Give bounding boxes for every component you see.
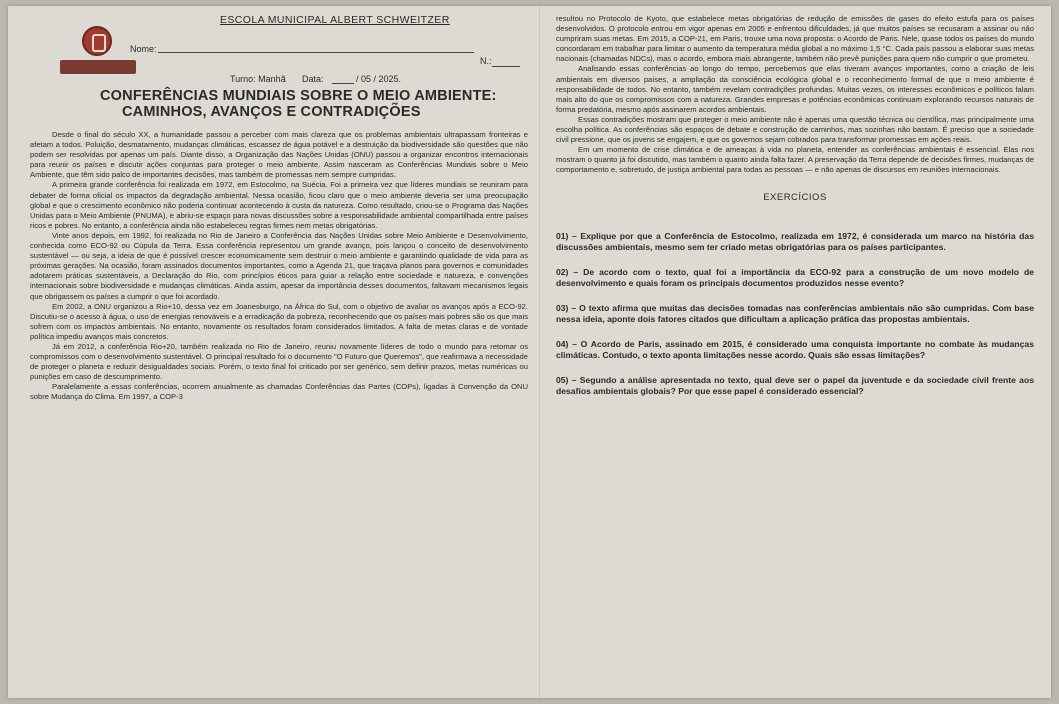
date-day-field[interactable]: [332, 83, 354, 84]
exercise-question: 01) – Explique por que a Conferência de Estocolmo, realizada em 1972, é considerada um marco na história das discussões ambientais, mesmo sem ter criado metas obrigatórias para os países participantes.: [556, 230, 1034, 252]
paragraph: Vinte anos depois, em 1992, foi realizada no Rio de Janeiro a Conferência das Nações Unidas sobre Meio Ambiente e Desenvolvimento, conhecida como ECO-92 ou Cúpula da Terra. Essa conferência representou um grande avanço, pois lançou o conceito de desenvolvimento sustentável — ou seja, a ideia de que é possível crescer economicamente sem destruir o meio ambiente e garantindo qualidade de vida para as próximas gerações. Na ocasião, foram assinados documentos importantes, como a Agenda 21, que traçava planos para governos e comunidades adotarem práticas sustentáveis, a Declaração do Rio, com princípios éticos para guiar a relação entre sociedade e natureza, e convenções internacionais sobre biodiversidade e mudanças climáticas. Ainda assim, apesar da importância desses documentos, faltavam mecanismos legais que obrigassem os países a cumprir o que foi acordado.: [30, 230, 528, 301]
worksheet-header: [30, 14, 528, 88]
date-value: / 05 / 2025.: [356, 74, 402, 84]
paragraph: Paralelamente a essas conferências, ocorrem anualmente as chamadas Conferências das Partes (COPs), ligadas à Convenção da ONU sobre Mudança do Clima. Em 1997, a COP-3: [30, 382, 528, 402]
shift-label: Turno: Manhã: [230, 74, 286, 84]
exercise-question: 03) – O texto afirma que muitas das decisões tomadas nas conferências ambientais não são cumpridas. Com base nessa ideia, aponte dois fatores citados que dificultam a aplicação prática das propostas ambientais.: [556, 302, 1034, 324]
exercise-question: 04) – O Acordo de Paris, assinado em 2015, é considerado uma conquista importante no combate às mudanças climáticas. Contudo, o texto aponta limitações nesse acordo. Quais são essas limitações?: [556, 338, 1034, 360]
paragraph: Em 2002, a ONU organizou a Rio+10, dessa vez em Joanesburgo, na África do Sul, com o objetivo de avaliar os avanços após a ECO-92. Discutiu-se o acesso à água, o uso de energias renováveis e a erradicação da pobreza, reconhecendo que os países mais pobres são os que mais sofrem com os impactos ambientais. No entanto, novamente os resultados foram considerados limitados. A falta de metas claras e de vontade política impediu avanços mais concretos.: [30, 301, 528, 341]
date-label: Data:: [302, 74, 324, 84]
name-label: Nome:: [130, 44, 157, 54]
number-label: N.:: [480, 56, 492, 66]
paragraph: Em um momento de crise climática e de ameaças à vida no planeta, entender as conferências ambientais é essencial. Elas nos mostram o quanto já foi discutido, mas também o quanto ainda falta fazer. A preservação da Terra depende de decisões firmes, mudanças de comportamento e, sobretudo, de justiça ambiental para todas as pessoas — e não apenas de discursos em reuniões internacionais.: [556, 145, 1034, 175]
school-seal-icon: [60, 60, 136, 74]
school-name: ESCOLA MUNICIPAL ALBERT SCHWEITZER: [220, 14, 450, 26]
exercises-heading: EXERCÍCIOS: [763, 191, 827, 203]
worksheet-page: [8, 6, 1051, 698]
exercise-question: 05) – Segundo a análise apresentada no texto, qual deve ser o papel da juventude e da sociedade civil frente aos desafios ambientais globais? Por que esse papel é considerado essencial?: [556, 374, 1034, 396]
paragraph: Analisando essas conferências ao longo do tempo, percebemos que elas tiveram avanços importantes, como a criação de leis ambientais em diversos países, a ampliação da consciência ecológica global e o reconhecimento formal de que o meio ambiente é responsabilidade de todos. No entanto, também revelam contradições profundas. Muitas vezes, os interesses econômicos e políticos falam mais alto do que os compromissos com a natureza. Grandes empresas e potências econômicas continuam explorando recursos naturais de forma predatória, mesmo após assinarem acordos ambientais.: [556, 64, 1034, 114]
page-fold: [539, 6, 541, 698]
school-logo-icon: [82, 26, 112, 56]
number-field[interactable]: [492, 66, 520, 67]
exercise-question: 02) – De acordo com o texto, qual foi a importância da ECO-92 para a construção de um novo modelo de desenvolvimento e quais foram os principais documentos produzidos nesse evento?: [556, 266, 1034, 288]
name-field[interactable]: [158, 52, 474, 53]
page-title-line-1: CONFERÊNCIAS MUNDIAIS SOBRE O MEIO AMBIENTE:: [100, 88, 497, 104]
paragraph: resultou no Protocolo de Kyoto, que estabelece metas obrigatórias de redução de emissões de gases do efeito estufa para os países desenvolvidos. O protocolo entrou em vigor apenas em 2005 e enfrentou dificuldades, já que muitos países se recusaram a assinar ou não cumpriram suas metas. Em 2015, a COP-21, em Paris, trouxe uma nova proposta: o Acordo de Paris. Nele, quase todos os países do mundo concordaram em trabalhar para limitar o aumento da temperatura média global a no máximo 1,5 °C. Cada país passou a elaborar suas metas nacionais (chamadas NDCs), mas o acordo, embora mais abrangente, também não prevê punições para quem não cumprir o que prometeu.: [556, 14, 1034, 64]
paragraph: Já em 2012, a conferência Rio+20, também realizada no Rio de Janeiro, reuniu novamente líderes de todo o mundo para retomar os compromissos com o desenvolvimento sustentável. O principal resultado foi o documento "O Futuro que Queremos", que reafirmava a necessidade de proteger o planeta e reduzir desigualdades sociais. Porém, o texto final foi criticado por ser genérico, sem definir prazos, metas numéricas ou punições em caso de descumprimento.: [30, 341, 528, 382]
page-title-line-2: CAMINHOS, AVANÇOS E CONTRADIÇÕES: [122, 104, 421, 120]
paragraph: Desde o final do século XX, a humanidade passou a perceber com mais clareza que os problemas ambientais ultrapassam fronteiras e afetam a todos. Poluição, desmatamento, mudanças climáticas, escassez de água potável e a destruição da biodiversidade são questões que não podem ser resolvidas por apenas um país. Diante disso, a Organização das Nações Unidas (ONU) passou a organizar encontros internacionais para reunir os países e discutir ações conjuntas para proteger o meio ambiente. Assim nasceram as Conferências Mundiais sobre o Meio Ambiente, que têm sido palco de importantes decisões, mas também de promessas nem sempre cumpridas.: [30, 130, 528, 180]
right-column: [556, 14, 1034, 411]
paragraph: Essas contradições mostram que proteger o meio ambiente não é apenas uma questão técnica ou científica, mas principalmente uma escolha política. As conferências são espaços de debate e construção de caminhos, mas sozinhas não bastam. É preciso que a sociedade civil pressione, que os jovens se engajem, e que os governos sejam cobrados para transformar promessas em ações reais.: [556, 114, 1034, 145]
left-column: [30, 14, 528, 403]
paragraph: A primeira grande conferência foi realizada em 1972, em Estocolmo, na Suécia. Foi a primeira vez que líderes mundiais se reuniram para debater de forma oficial os impactos da degradação ambiental. Nessa ocasião, ficou claro que o meio ambiente deveria ser uma preocupação global e que o crescimento econômico não poderia continuar acontecendo à custa da natureza. Como resultado, criou-se o Programa das Nações Unidas para o Meio Ambiente (PNUMA), e abriu-se espaço para novas discussões sobre a responsabilidade ambiental compartilhada entre países ricos e pobres. No entanto, a conferência ainda não estabeleceu regras firmes nem metas obrigatórias.: [30, 180, 528, 230]
